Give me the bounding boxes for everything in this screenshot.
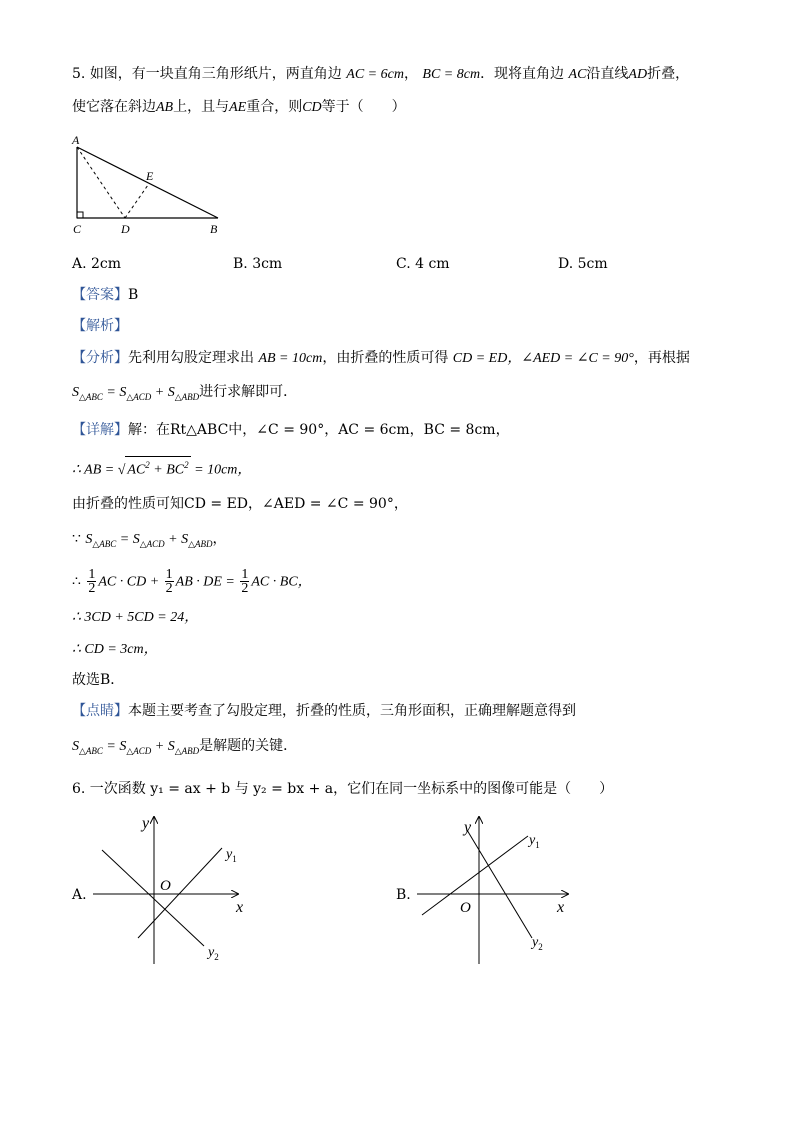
- q6-option-b[interactable]: B.: [396, 887, 411, 903]
- dianjing-line1: 【点睛】本题主要考查了勾股定理，折叠的性质，三角形面积，正确理解题意得到: [72, 703, 576, 719]
- xiangjie-line1: 【详解】解：在Rt△ABC中，∠C = 90°，AC = 6cm，BC = 8cm，: [72, 422, 510, 438]
- label-e: E: [146, 169, 154, 183]
- analysis-heading: 【解析】: [72, 318, 128, 334]
- dianjing-line2: $S_{\triangle ABC} = S_{\triangle ACD} + S_{\triangle ABD}$是解题的关键．: [72, 738, 298, 756]
- line-y2-b: [467, 830, 532, 938]
- svg-text:y2: $y_2$: [532, 935, 543, 952]
- svg-text:y1: $y_1$: [226, 847, 237, 864]
- step-ab: ∴ AB = √ $AC^2 + BC^2 = 10cm$，: [72, 456, 251, 482]
- q5-stem-line2: 使它落在斜边AB上，且与AE重合，则CD等于（ ）: [72, 99, 406, 115]
- choose-line: 故选B．: [72, 672, 125, 688]
- step-fold: 由折叠的性质可知CD = ED，∠AED = ∠C = 90°，: [72, 496, 408, 512]
- step-area-equation: ∴ $\frac{1}{2}$ AC · CD + $\frac{1}{2}$ AB · DE = $\frac{1}{2}$ AC · BC，: [72, 567, 312, 596]
- svg-text:y: y: [464, 819, 472, 836]
- svg-text:O: O: [460, 900, 471, 916]
- q5-option-d[interactable]: D. 5cm: [558, 256, 608, 272]
- q5-option-a[interactable]: A. 2cm: [72, 256, 122, 272]
- q6-option-a[interactable]: A.: [72, 887, 87, 903]
- line-y2-a: [102, 850, 204, 946]
- line-y1-b: [422, 836, 528, 915]
- q5-stem-line1: 5. 如图，有一块直角三角形纸片，两直角边 AC = 6cm， BC = 8cm．现将直角边 AC沿直线AD折叠，: [72, 66, 690, 82]
- label-d: D: [121, 222, 130, 236]
- answer-line: 【答案】B: [72, 287, 139, 303]
- svg-text:x: x: [557, 899, 565, 916]
- svg-text:O: O: [160, 878, 171, 894]
- step-24: ∴ 3CD + 5CD = 24，: [72, 610, 199, 625]
- label-b: B: [210, 222, 218, 236]
- step-because: ∵ $S_{\triangle ABC} = S_{\triangle ACD} + S_{\triangle ABD}$，: [72, 531, 227, 549]
- svg-text:x: x: [236, 899, 244, 916]
- graph-b: [412, 812, 582, 972]
- step-cd: ∴ CD = 3cm，: [72, 642, 158, 657]
- q5-option-c[interactable]: C. 4 cm: [396, 256, 450, 272]
- svg-text:y2: $y_2$: [208, 945, 219, 962]
- line-y1-a: [138, 848, 222, 938]
- label-a: A: [72, 133, 80, 147]
- graph-a: [88, 812, 258, 972]
- q6-stem: 6. 一次函数 y₁ = ax + b 与 y₂ = bx + a，它们在同一坐标系中的图像可能是（ ）: [72, 781, 614, 797]
- triangle-figure: [66, 133, 236, 243]
- fenxi-line2: $S_{\triangle ABC} = S_{\triangle ACD} + S_{\triangle ABD}$进行求解即可．: [72, 384, 298, 402]
- svg-text:y: y: [142, 815, 150, 832]
- fenxi-line1: 【分析】先利用勾股定理求出 AB = 10cm，由折叠的性质可得 CD = ED，∠AED = ∠C = 90°，再根据: [72, 350, 690, 366]
- label-c: C: [73, 222, 82, 236]
- svg-text:y1: $y_1$: [529, 833, 540, 850]
- q5-option-b[interactable]: B. 3cm: [233, 256, 283, 272]
